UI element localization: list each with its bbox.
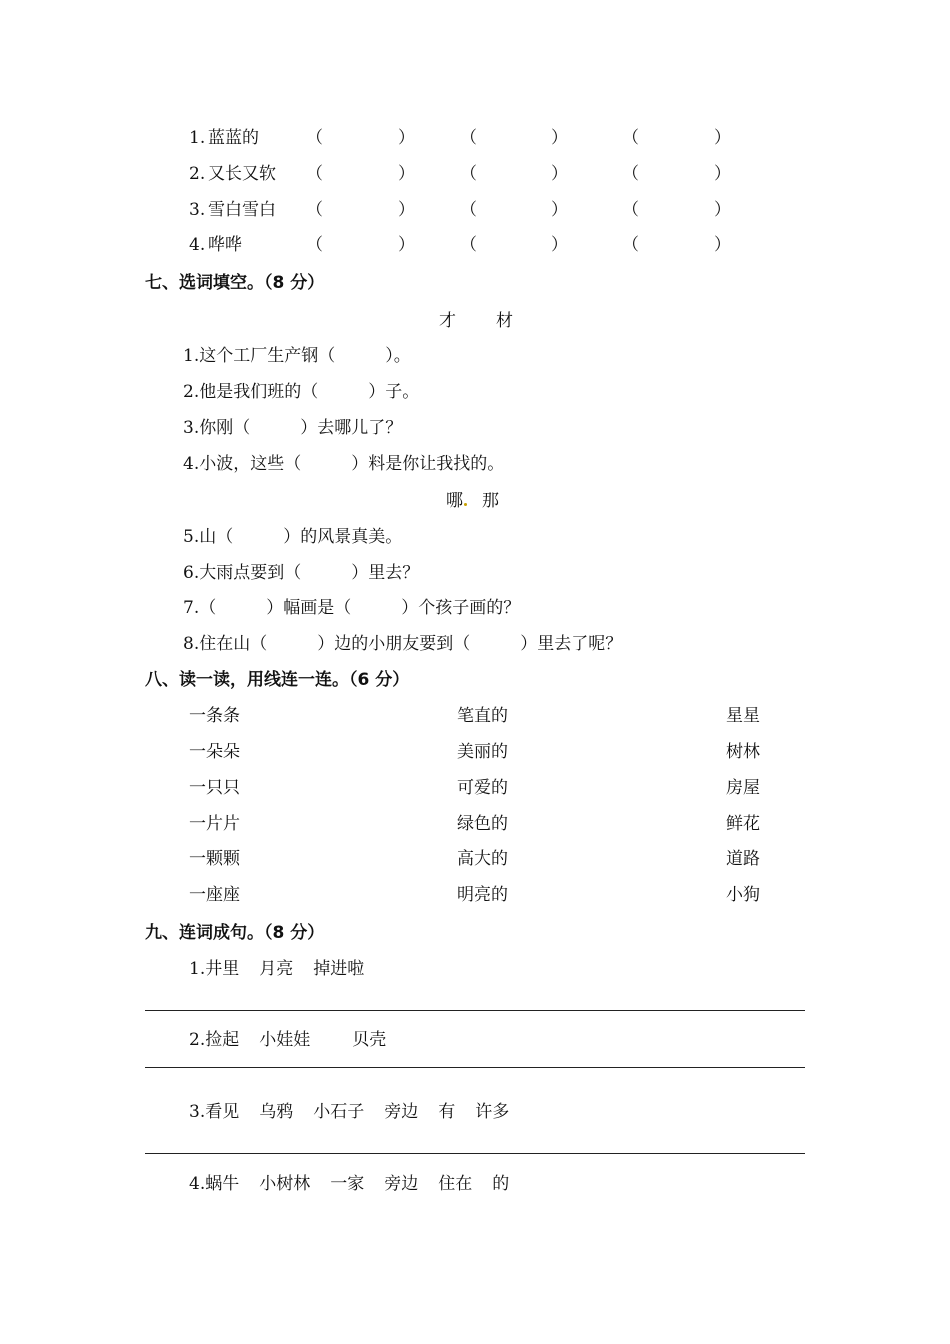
blank-close: ）	[551, 128, 568, 148]
word-chip: 捡起	[205, 1030, 240, 1050]
word-chip: 旁边	[384, 1174, 419, 1194]
match-col3-item: 树林	[726, 742, 760, 762]
item-text: ）里去了呢？	[520, 634, 623, 654]
blank-close: ）	[714, 235, 731, 255]
s7-item-5	[183, 526, 402, 548]
word-chip: 月亮	[259, 959, 294, 979]
item-text: 大雨点要到（	[199, 563, 302, 583]
match-col1-item: 一颗颗	[189, 849, 240, 869]
pair-word-a: 才	[439, 311, 456, 331]
pair-word-a: 哪	[446, 491, 463, 511]
match-col3-item: 道路	[726, 849, 760, 869]
blank-close: ）	[398, 235, 415, 255]
blank-close: ）	[398, 164, 415, 184]
row-word: 又长又软	[208, 164, 276, 184]
item-text: 你刚（	[199, 418, 251, 438]
s9-item-3	[189, 1101, 529, 1123]
dot-mark	[464, 503, 467, 506]
blank-open: （	[306, 128, 323, 148]
item-text: ）边的小朋友要到（	[317, 634, 471, 654]
item-text: ）里去？	[351, 563, 420, 583]
item-text: ）料是你让我找的。	[351, 454, 505, 474]
item-number: 8.	[183, 634, 200, 654]
row-word: 哗哗	[208, 235, 242, 255]
s7-item-2	[183, 381, 419, 403]
word-chip: 蜗牛	[205, 1174, 240, 1194]
row-word: 蓝蓝的	[208, 128, 259, 148]
answer-line[interactable]	[145, 1067, 805, 1068]
section8-title: 八、读一读，用线连一连。（6 分）	[145, 670, 410, 690]
item-text: 他是我们班的（	[199, 382, 319, 402]
item-number: 7.	[183, 598, 200, 618]
word-chip: 掉进啦	[313, 959, 365, 979]
blank-open: （	[460, 164, 477, 184]
item-number: 4.	[189, 1174, 206, 1194]
item-text: （	[199, 598, 217, 618]
item-number: 2.	[183, 382, 200, 402]
blank-close: ）	[551, 200, 568, 220]
blank-open: （	[306, 200, 323, 220]
item-text: 这个工厂生产钢（	[199, 346, 336, 366]
item-text: ）。	[385, 346, 411, 366]
word-chip: 有	[438, 1102, 456, 1122]
word-chip: 井里	[205, 959, 240, 979]
word-chip: 许多	[475, 1102, 510, 1122]
blank-open: （	[460, 128, 477, 148]
word-chip: 的	[492, 1174, 510, 1194]
section7-title: 七、选词填空。（8 分）	[145, 273, 325, 293]
item-text: ）去哪儿了？	[300, 418, 403, 438]
match-col2-item: 绿色的	[457, 814, 508, 834]
pair-word-b: 那	[482, 491, 499, 511]
item-number: 2.	[189, 1030, 206, 1050]
answer-line[interactable]	[145, 1153, 805, 1154]
s9-item-4	[189, 1173, 529, 1195]
match-col1-item: 一条条	[189, 706, 240, 726]
word-chip: 看见	[205, 1102, 240, 1122]
blank-close: ）	[551, 164, 568, 184]
match-col1-item: 一片片	[189, 814, 240, 834]
match-col1-item: 一朵朵	[189, 742, 240, 762]
item-text: ）幅画是（	[266, 598, 352, 618]
s7-item-8	[183, 633, 622, 655]
word-pair-2	[446, 490, 499, 512]
answer-line[interactable]	[145, 1010, 805, 1011]
item-text: ）子。	[368, 382, 420, 402]
word-chip: 贝壳	[352, 1030, 387, 1050]
blank-close: ）	[551, 235, 568, 255]
row-number: 2.	[189, 164, 206, 184]
match-col2-item: 可爱的	[457, 778, 508, 798]
item-text: 山（	[199, 527, 234, 547]
item-text: 住在山（	[199, 634, 268, 654]
blank-close: ）	[398, 200, 415, 220]
blank-close: ）	[398, 128, 415, 148]
item-number: 1.	[189, 959, 206, 979]
match-col3-item: 星星	[726, 706, 760, 726]
item-number: 5.	[183, 527, 200, 547]
item-text: ）个孩子画的？	[401, 598, 521, 618]
s7-item-3	[183, 417, 402, 439]
match-col2-item: 笔直的	[457, 706, 508, 726]
s7-item-4	[183, 453, 504, 475]
word-chip: 小娃娃	[259, 1030, 311, 1050]
blank-open: （	[622, 200, 639, 220]
match-col1-item: 一座座	[189, 885, 240, 905]
blank-open: （	[460, 235, 477, 255]
item-text: 小波，这些（	[199, 454, 302, 474]
match-col3-item: 小狗	[726, 885, 760, 905]
match-col1-item: 一只只	[189, 778, 240, 798]
word-chip: 旁边	[384, 1102, 419, 1122]
s7-item-7	[183, 597, 520, 619]
word-chip: 小石子	[313, 1102, 365, 1122]
blank-close: ）	[714, 200, 731, 220]
s7-item-6	[183, 562, 419, 584]
word-chip: 乌鸦	[259, 1102, 294, 1122]
word-pair-1	[439, 310, 513, 332]
blank-open: （	[622, 128, 639, 148]
item-number: 3.	[183, 418, 200, 438]
section9-title: 九、连词成句。（8 分）	[145, 923, 325, 943]
blank-open: （	[306, 164, 323, 184]
blank-open: （	[460, 200, 477, 220]
item-number: 1.	[183, 346, 200, 366]
row-word: 雪白雪白	[208, 200, 276, 220]
blank-open: （	[306, 235, 323, 255]
s9-item-1	[189, 958, 384, 980]
blank-close: ）	[714, 128, 731, 148]
item-number: 4.	[183, 454, 200, 474]
item-text: ）的风景真美。	[283, 527, 403, 547]
match-col3-item: 房屋	[726, 778, 760, 798]
word-chip: 一家	[330, 1174, 365, 1194]
match-col2-item: 高大的	[457, 849, 508, 869]
word-chip: 住在	[438, 1174, 473, 1194]
match-col3-item: 鲜花	[726, 814, 760, 834]
s7-item-1	[183, 345, 411, 367]
s9-item-2	[189, 1029, 406, 1051]
word-chip: 小树林	[259, 1174, 311, 1194]
blank-open: （	[622, 235, 639, 255]
match-col2-item: 美丽的	[457, 742, 508, 762]
match-col2-item: 明亮的	[457, 885, 508, 905]
row-number: 3.	[189, 200, 206, 220]
item-number: 3.	[189, 1102, 206, 1122]
blank-close: ）	[714, 164, 731, 184]
blank-open: （	[622, 164, 639, 184]
item-number: 6.	[183, 563, 200, 583]
row-number: 4.	[189, 235, 206, 255]
row-number: 1.	[189, 128, 206, 148]
pair-word-b: 材	[496, 311, 513, 331]
